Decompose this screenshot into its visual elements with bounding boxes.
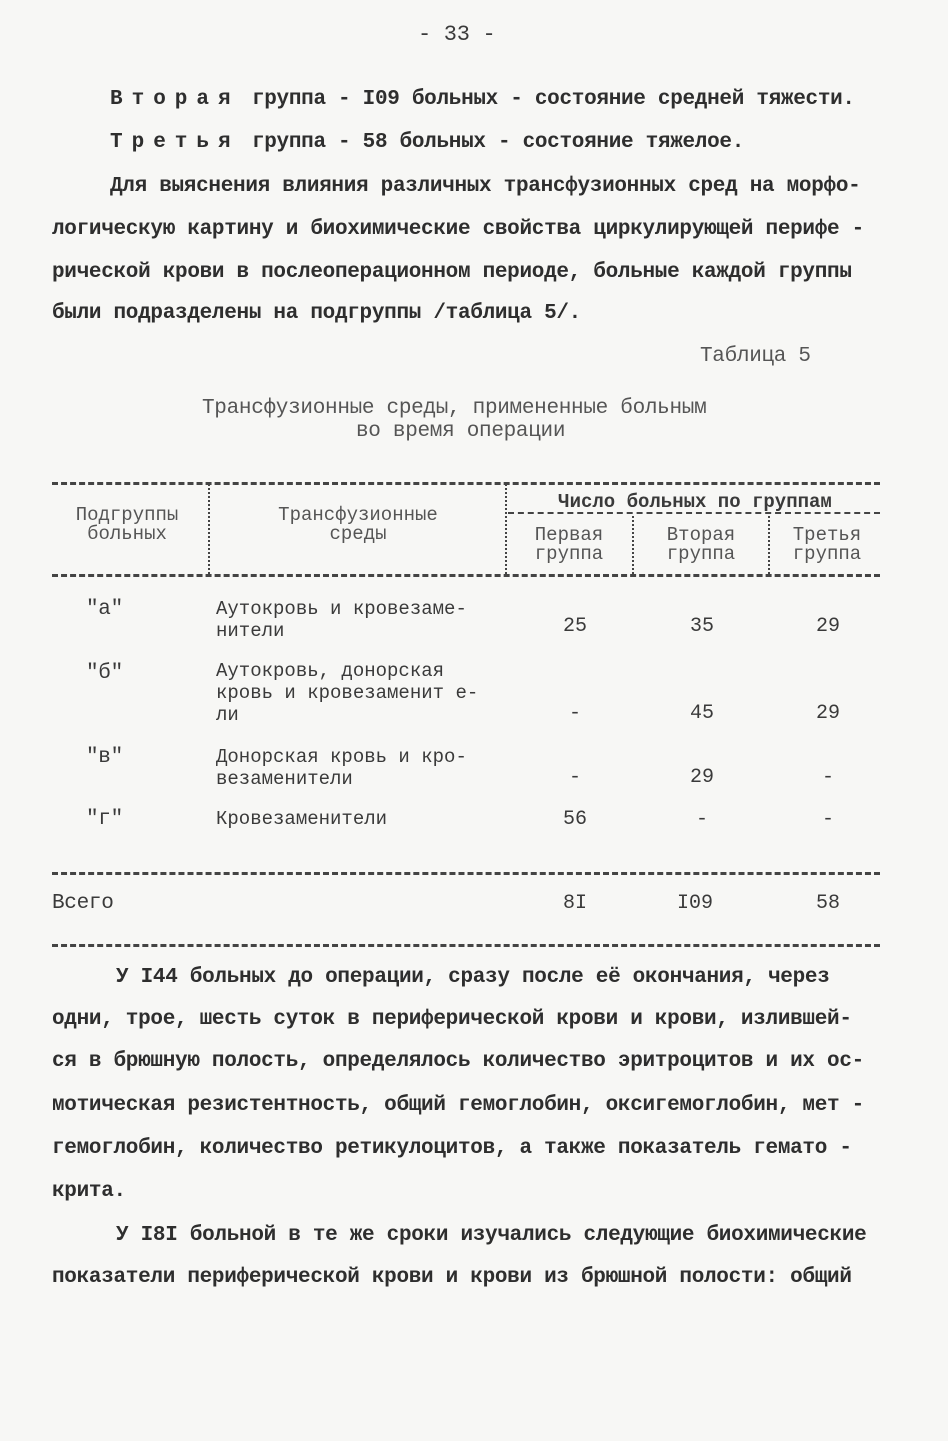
row-value-third: 29 [815,615,840,638]
row-value-second: 29 [689,766,714,789]
table-body-bottom-rule [52,872,880,875]
total-value-first: 8I [562,892,587,915]
row-value-first: - [568,766,581,789]
row-value-third: - [821,808,834,831]
row-subgroup: "а" [86,598,123,621]
row-value-second: 35 [689,615,714,638]
header-media [214,506,502,544]
header-col-divider [208,484,210,574]
intro-rest-third: группа - 58 больных - состояние тяжелое. [251,131,745,154]
header-group-line: Третья [792,524,862,546]
intro-rest-second: группа - I09 больных - состояние средней тяжести. [251,88,855,111]
total-label: Всего [52,892,114,915]
paragraph2-line: одни, трое, шесть суток в периферической крови и крови, излившей- [52,1008,852,1031]
row-media-line: Аутокровь и кровезаме- [216,598,467,620]
paragraph3-line: показатели периферической крови и крови из брюшной полости: общий [52,1266,852,1289]
paragraph1-line: логическую картину и биохимические свойства циркулирующей перифе - [52,218,864,241]
row-value-first: - [568,702,581,725]
table-top-rule [52,482,880,485]
row-value-third: 29 [815,702,840,725]
header-group-line: Первая [534,524,604,546]
row-subgroup: "б" [86,662,123,685]
paragraph2-line: ся в брюшную полость, определялось количество эритроцитов и их ос- [52,1050,864,1073]
intro-lead-second: Вторая [110,88,240,111]
header-group-line: Вторая [666,524,736,546]
total-value-third: 58 [815,892,840,915]
row-value-third: - [821,766,834,789]
row-media [216,746,516,790]
table-header-bottom-rule [52,574,880,577]
header-group-line: группа [534,543,604,565]
header-group-third [772,526,882,564]
paragraph2-line: мотическая резистентность, общий гемоглобин, оксигемоглобин, мет - [52,1094,864,1117]
header-media-line: среды [329,523,387,545]
header-subgroups-line: больных [87,523,167,545]
table-title-line: во время операции [356,420,566,443]
total-value-second: I09 [676,892,713,915]
row-value-second: - [695,808,708,831]
row-subgroup: "г" [86,808,123,831]
header-col-divider [632,516,634,574]
header-group-first [508,526,630,564]
row-media-line: нители [216,620,285,642]
header-group-second [636,526,766,564]
paragraph2-line: У I44 больных до операции, сразу после её окончания, через [116,966,830,989]
paragraph3-line: У I8I больной в те же сроки изучались следующие биохимические [116,1224,867,1247]
header-media-line: Трансфузионные [278,504,438,526]
page-number: - 33 - [418,22,496,47]
paragraph1-line: Для выяснения влияния различных трансфузионных сред на морфо- [110,175,861,198]
table-title-line: Трансфузионные среды, примененные больным [202,397,707,420]
row-subgroup: "в" [86,746,123,769]
intro-lead-third: Третья [110,131,240,154]
row-value-second: 45 [689,702,714,725]
intro-line-third [110,131,744,154]
row-media [216,660,516,726]
row-value-first: 56 [562,808,587,831]
header-col-divider [505,484,507,574]
intro-line-second [110,88,855,111]
table-label: Таблица 5 [700,345,811,368]
header-group-line: группа [666,543,736,565]
row-media-line: Кровезаменители [216,808,388,830]
row-media-line: ли [216,704,239,726]
row-value-first: 25 [562,615,587,638]
paragraph2-line: крита. [52,1180,126,1203]
header-group-line: группа [792,543,862,565]
header-subgroups [52,506,202,544]
header-subgroups-line: Подгруппы [75,504,179,526]
header-groups: Число больных по группам [558,491,832,513]
row-media-line: Аутокровь, донорская [216,660,445,682]
row-media [216,598,516,642]
paragraph1-line: рической крови в послеоперационном периоде, больные каждой группы [52,261,852,284]
header-col-divider [768,516,770,574]
table-total-bottom-rule [52,944,880,947]
row-media [216,808,516,830]
paragraph2-line: гемоглобин, количество ретикулоцитов, а также показатель гемато - [52,1137,852,1160]
row-media-line: кровь и кровезаменит е- [216,682,479,704]
row-media-line: Донорская кровь и кро- [216,746,467,768]
row-media-line: везаменители [216,768,353,790]
paragraph1-line: были подразделены на подгруппы /таблица 5/. [52,302,581,325]
